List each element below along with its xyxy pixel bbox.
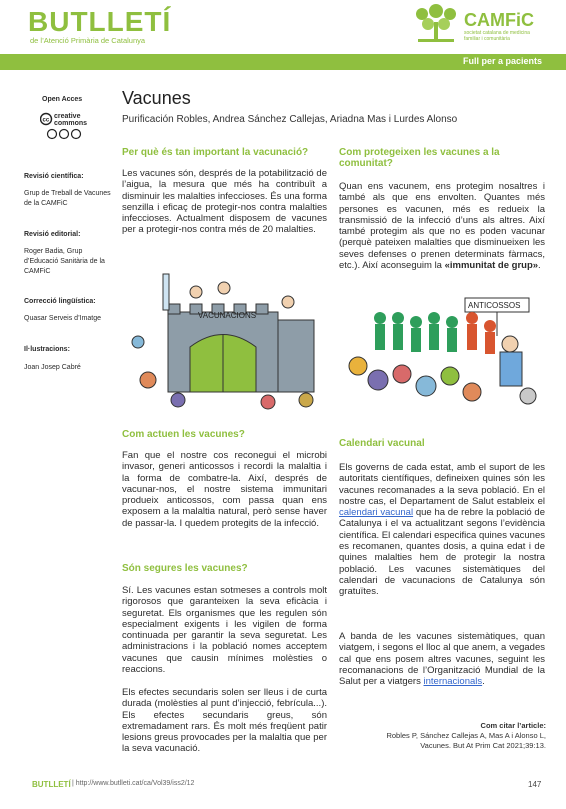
section-band-label: Full per a pacients <box>462 56 542 66</box>
citation-line-2: Vacunes. But At Prim Cat 2021;39:13. <box>420 741 546 750</box>
antibodies-sign-text: ANTICOSSOS <box>468 301 521 310</box>
sidebar-body-illustrations: Joan Josep Cabré <box>24 364 81 371</box>
footer-brand: BUTLLETÍ <box>32 780 71 789</box>
citation-line-1: Robles P, Sánchez Callejas A, Mas A i Alonso L, <box>386 731 546 740</box>
heading-how-vaccines-work: Com actuen les vacunes? <box>122 429 245 440</box>
sidebar-head-illustrations: Il·lustracions: <box>24 346 70 353</box>
svg-text:cc: cc <box>42 117 50 124</box>
travel-text-a: A banda de les vacunes sistemàtiques, quan viatgem, i segons el lloc al que anem, a vegades cal que ens posem altres vacunes, seguint les recomanacions de l’Organització Mundial de la Salut per a viatgers <box>339 631 545 688</box>
journal-subtitle: de l’Atenció Primària de Catalunya <box>30 36 146 45</box>
sidebar-head-scientific: Revisió científica: <box>24 173 84 180</box>
page-number: 147 <box>528 780 542 789</box>
sidebar-body-linguistic: Quasar Serveis d’Imatge <box>24 315 102 322</box>
citation-head: Com citar l’article: <box>480 721 546 730</box>
article-authors: Purificación Robles, Andrea Sánchez Callejas, Ariadna Mas i Lurdes Alonso <box>122 114 458 125</box>
sidebar-head-editorial: Revisió editorial: <box>24 231 81 238</box>
sidebar-body-scientific: Grup de Treball de Vacunes de la CAMFiC <box>24 190 111 207</box>
antibodies-crowd-illustration <box>340 296 545 414</box>
castle-sign-text: VACUNACIONS <box>198 311 257 320</box>
heading-are-vaccines-safe: Són segures les vacunes? <box>122 563 248 574</box>
heading-vaccine-calendar: Calendari vacunal <box>339 438 425 449</box>
body-are-vaccines-safe-1: Sí. Les vacunes estan sotmeses a controls molt rigorosos que garanteixen la seva eficàcia i seguretat. Els organismes que les regulen són especialment exigents i les vigilen de forma continuada per garantir la seva seguretat. Les administracions i la població nomes acceptem vacunes que causin mínimes molèsties o reaccions. <box>122 585 327 676</box>
open-access-label: Open Acces <box>42 96 83 103</box>
body-vaccine-calendar <box>339 462 545 598</box>
creative-commons-text: creative commons <box>54 113 88 127</box>
calendar-text-b: que ha de rebre la població de Catalunya i el va actualitzant segons l’evidència científica. El calendari especifica quines vacunes es recomanen, quantes dosis, a quina edat i de quines malalties hem de protegir la nostra població. Les vacunes sistemàtiques del calendari de vacunacions de Catalunya són gratuïtes. <box>339 507 545 598</box>
heading-community-protection: Com protegeixen les vacunes a la comunitat? <box>339 147 500 169</box>
camfic-tree-logo-icon <box>408 4 464 44</box>
camfic-logo-text: CAMFiC <box>464 10 534 30</box>
body-why-important: Les vacunes són, després de la potabilització de l’aigua, la mesura que més ha contribuït a disminuir les malalties infeccioses. És una forma senzilla i eficaç de protegir-nos contra malalties infeccioses. Actualment disposem de vacunes per a protegir-nos contra més de 20 malalties. <box>122 168 327 236</box>
body-are-vaccines-safe-2: Els efectes secundaris solen ser lleus i de curta durada (molèsties al punt d’injecció, febrícula...). Els efectes secundaris greus, són extremadament rars. És molt més freqüent patir lesions greus provocades per la malaltia que per la seva vacunació. <box>122 687 327 755</box>
footer-url[interactable]: | http://www.butlleti.cat/ca/Vol39/iss2/12 <box>72 780 195 787</box>
herd-immunity-term: «immunitat de grup» <box>444 260 539 272</box>
camfic-logo-subtitle: societat catalana de medicina familiar i comunitària <box>464 30 530 42</box>
article-title: Vacunes <box>122 88 191 108</box>
international-link[interactable]: internacionals <box>423 676 483 688</box>
body-community-protection <box>339 181 545 271</box>
body-community-end: . <box>538 260 541 272</box>
journal-title: BUTLLETÍ <box>28 6 172 37</box>
travel-text-b: . <box>482 676 485 688</box>
sidebar-head-linguistic: Correcció lingüística: <box>24 298 96 305</box>
sidebar-body-editorial: Roger Badia, Grup d’Educació Sanitària de la CAMFiC <box>24 248 105 275</box>
calendar-link[interactable]: calendari vacunal <box>339 507 414 519</box>
calendar-text-a: Els governs de cada estat, amb el suport de les autoritats científiques, defineixen quines són les vacunes recomanades a la seva població. En el nostre cas, el Departament de Salut estableix el <box>339 462 545 507</box>
castle-vaccination-illustration <box>128 262 328 412</box>
body-how-vaccines-work: Fan que el nostre cos reconegui el microbi invasor, generi anticossos i recordi la malaltia i la forma de combatre-la. Així, després de vacunar-nos, el nostre sistema immunitari produeix anticossos, com passa quan ens exposem a la malaltia natural, però sense haver de passar-la. I quedem protegits de la infecció. <box>122 450 327 529</box>
citation-block <box>336 721 546 751</box>
body-travel-vaccines <box>339 631 545 687</box>
body-community-text: Quan ens vacunem, ens protegim nosaltres i també als que ens envolten. Quantes més persones es vacunen, més es redueix la transmissió de la infecció d’uns als altres. Així també protegim als que no es poden vacunar (perquè pateixen malalties que disminueixen les seves defenses o prenen determinats fàrmacs, etc.). Així aconseguim la <box>339 181 545 272</box>
heading-why-important: Per què és tan important la vacunació? <box>122 147 309 158</box>
